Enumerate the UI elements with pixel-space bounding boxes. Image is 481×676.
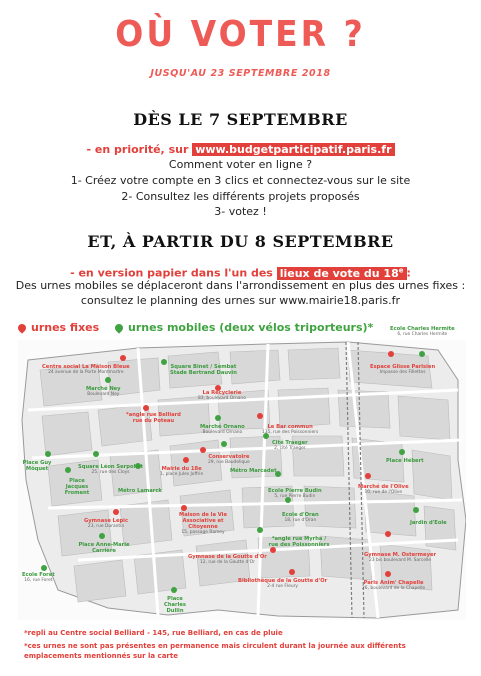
map-label-jardin-eole	[410, 520, 447, 526]
map-label-gymnase-ostermeyer-sub: 23 bis boulevard M. Sarcelle	[368, 558, 432, 563]
map-label-paris-anim-chapelle	[362, 580, 425, 592]
map-label-bibliotheque-name: Bibliothèque de la Goutte d'Or	[238, 578, 328, 584]
map-label-place-hebert	[386, 458, 424, 464]
map-label-cite-traeger	[272, 440, 308, 452]
map-label-marche-ney	[86, 386, 121, 398]
online-line-3: 2- Consultez les différents projets proposés	[121, 190, 360, 203]
map-label-bibliotheque-sub: 2-4 rue Fleury	[267, 584, 299, 589]
map-label-pierre-budin-name: Ecole Pierre Budin	[268, 488, 322, 494]
voting-places-highlight	[277, 267, 407, 280]
page-title: OÙ VOTER ?	[115, 12, 366, 55]
map-label-bar-commun-name: Le Bar commun	[267, 424, 313, 430]
map-label-maison-vie-associative-sub: 15, passage Ramey	[181, 530, 225, 535]
map-label-marche-olive	[358, 484, 409, 496]
map-label-ecole-foret-sub: 16, rue Foret	[24, 578, 53, 583]
online-line-4: 3- votez !	[214, 205, 267, 218]
map-label-square-binet-name: Square Binet / Sembat	[170, 364, 237, 370]
map-label-maison-vie-associative-name: Maison de la Vie Associative et Citoyenne	[179, 512, 227, 530]
map-label-metro-marcadet-name: Métro Marcadet	[230, 468, 277, 474]
map-label-angle-belliard-name: *angle rue Belliard	[126, 412, 181, 418]
map-label-gymnase-lepic-sub: 23, rue Durantin	[87, 524, 125, 529]
map-label-ecole-hermite	[390, 326, 455, 338]
map-label-cite-traeger-name: Cité Traeger	[272, 440, 308, 446]
voting-places-sup: e	[398, 266, 404, 274]
paper-lead-prefix: - en version papier dans l'un des	[70, 266, 277, 280]
map-label-place-hebert-name: Place Hébert	[386, 458, 424, 464]
page-subtitle: JUSQU'AU 23 SEPTEMBRE 2018	[150, 68, 331, 79]
map-label-gymnase-goutte-or-sub: 12, rue de la Goutte d'Or	[199, 560, 255, 565]
map-label-conservatoire-sub: 29, rue Baudelique	[208, 460, 250, 465]
map-label-pierre-budin-sub: 5, rue Pierre Budin	[274, 494, 316, 499]
online-line-2: 1- Créez votre compte en 3 clics et connectez-vous sur le site	[70, 174, 411, 187]
map-label-ecole-foret	[22, 572, 55, 584]
map-label-angle-belliard	[126, 412, 181, 424]
map-label-maison-vie-associative	[168, 512, 238, 536]
map-label-jacques-froment-name: Place Jacques Froment	[64, 478, 90, 496]
online-lead	[0, 143, 481, 157]
map-label-gymnase-lepic-name: Gymnase Lepic	[84, 518, 129, 524]
map-label-bibliotheque	[238, 578, 327, 590]
map-label-angle-myrha	[268, 536, 330, 548]
map-label-gymnase-lepic	[84, 518, 128, 530]
map-label-bar-commun-sub: 135, rue des Poissonniers	[262, 430, 319, 435]
map-label-marche-ornano-sub: Boulevard Ornano	[202, 430, 243, 435]
map-label-conservatoire-name: Conservatoire	[208, 454, 250, 460]
paper-line-2: consultez le planning des urnes sur www.mairie18.paris.fr	[80, 294, 401, 307]
map-label-marche-ney-name: Marché Ney	[86, 386, 121, 392]
map-label-recyclerie-sub: 83, boulevard Ornano	[198, 396, 246, 401]
map-label-angle-myrha-name: *angle rue Myrha / rue des Poissonniers	[268, 536, 330, 548]
map-label-charles-dullin	[158, 596, 192, 614]
map-label-espace-glisse-name: Espace Glisse Parisien	[370, 364, 436, 370]
map-label-maison-bleue-name: Centre social La Maison Bleue	[42, 364, 130, 370]
map-label-paris-anim-chapelle-sub: 26, boulevard de la Chapelle	[362, 586, 426, 591]
map-label-conservatoire	[208, 454, 250, 466]
red-pin-icon	[16, 322, 27, 333]
map-label-ecole-oran	[282, 512, 319, 524]
paper-lead-suffix: :	[406, 266, 411, 280]
map-label-marche-ornano-name: Marché Ornano	[200, 424, 245, 430]
map-label-gymnase-goutte-or-name: Gymnase de la Goutte d'Or	[188, 554, 267, 560]
map-label-metro-lamarck-name: Métro Lamarck	[118, 488, 162, 494]
map-label-bar-commun	[262, 424, 318, 436]
map-label-gymnase-ostermeyer-name: Gymnase M. Ostermeyer	[364, 552, 437, 558]
map-label-mairie	[160, 466, 203, 478]
map-label-leon-serpollet	[78, 464, 143, 476]
map-label-guy-moquet	[20, 460, 54, 472]
map-label-espace-glisse	[370, 364, 435, 376]
map-label-leon-serpollet-sub: 25, rue des Cloys	[91, 470, 130, 475]
map-label-charles-dullin-name: Place Charles Dullin	[164, 596, 186, 614]
note-repli: *repli au Centre social Belliard - 145, rue Belliard, en cas de pluie	[24, 629, 283, 637]
map-label-anne-marie-carriere	[78, 542, 130, 554]
green-pin-icon	[113, 322, 124, 333]
map-label-ecole-hermite-sub: 6, rue Charles Hermite	[397, 332, 448, 337]
note-mobiles: *ces urnes ne sont pas présentes en permanence mais circulent durant la journée aux différents emplacements mentionnés sur la carte	[24, 642, 406, 660]
map-label-metro-marcadet	[230, 468, 277, 474]
map-label-marche-ney-sub: Boulevard Ney	[87, 392, 120, 397]
map-label-ecole-oran-name: Ecole d'Oran	[282, 512, 319, 518]
legend-mobile: urnes mobiles (deux vélos triporteurs)*	[128, 321, 374, 334]
map-label-pierre-budin	[268, 488, 322, 500]
paper-heading: ET, À PARTIR DU 8 SEPTEMBRE	[87, 232, 394, 251]
map-label-recyclerie-name: La Recyclerie	[202, 390, 242, 396]
map-legend	[18, 321, 373, 334]
map-label-leon-serpollet-name: Square Léon Serpollet	[78, 464, 144, 470]
map-label-square-binet	[170, 364, 237, 376]
map-label-maison-bleue	[42, 364, 130, 376]
map-label-guy-moquet-name: Place Guy Môquet	[22, 460, 52, 472]
map-label-jardin-eole-name: Jardin d'Eole	[410, 520, 447, 526]
map-label-ecole-hermite-name: Ecole Charles Hermite	[390, 326, 455, 332]
map-label-marche-ornano	[200, 424, 245, 436]
map-label-stade-name: Stade Bertrand Dauvin	[170, 370, 237, 376]
map-label-maison-bleue-sub: 24 avenue de la Porte Montmartre	[48, 370, 124, 375]
map-label-ecole-oran-sub: 18, rue d'Oran	[284, 518, 317, 523]
map-label-paris-anim-chapelle-name: Paris Anim' Chapelle	[363, 580, 424, 586]
paper-lead	[0, 263, 481, 281]
budget-url-link[interactable]: www.budgetparticipatif.paris.fr	[192, 143, 394, 156]
online-line-1: Comment voter en ligne ?	[168, 158, 313, 171]
map-label-gymnase-ostermeyer	[364, 552, 436, 564]
map-label-mairie-name: Mairie du 18e	[161, 466, 202, 472]
map-label-recyclerie	[198, 390, 246, 402]
map-label-marche-olive-sub: 10, rue de l'Olive	[364, 490, 403, 495]
map-label-jacques-froment	[58, 478, 96, 496]
map-label-mairie-sub: 1, place Jules Joffrin	[160, 472, 204, 477]
map-label-metro-lamarck	[118, 488, 162, 494]
map-label-anne-marie-carriere-name: Place Anne-Marie Carrière	[78, 542, 130, 554]
map-label-ecole-foret-name: Ecole Foret	[22, 572, 55, 578]
online-lead-prefix: - en priorité, sur	[86, 143, 193, 156]
legend-fixed: urnes fixes	[31, 321, 100, 334]
paper-line-1: Des urnes mobiles se déplaceront dans l'arrondissement en plus des urnes fixes :	[15, 279, 466, 292]
map-label-marche-olive-name: Marché de l'Olive	[358, 484, 409, 490]
voting-places-text: lieux de vote du 18	[279, 266, 399, 280]
map-label-espace-glisse-sub: Impasse des Fillettes	[379, 370, 426, 375]
map-label-angle-belliard-sub: rue du Poteau	[132, 418, 175, 424]
map-label-gymnase-goutte-or	[188, 554, 267, 566]
map-label-cite-traeger-sub: 2, cité Traeger	[274, 446, 306, 451]
online-heading: DÈS LE 7 SEPTEMBRE	[133, 110, 348, 129]
